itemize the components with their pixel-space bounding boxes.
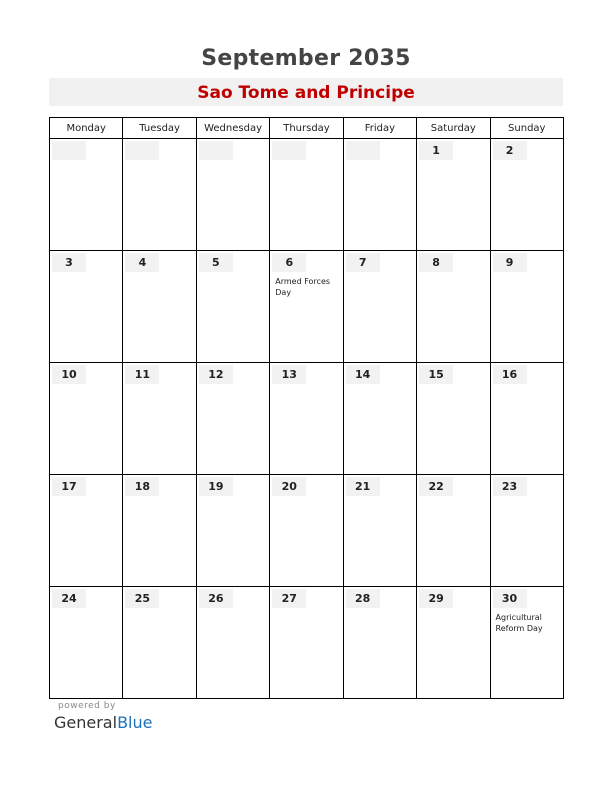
day-number: 18 (125, 477, 159, 496)
week-row (50, 475, 564, 587)
day-cell (196, 139, 269, 251)
day-number: 15 (419, 365, 453, 384)
day-number: 5 (199, 253, 233, 272)
day-number: 25 (125, 589, 159, 608)
day-cell (417, 363, 490, 475)
day-number: 4 (125, 253, 159, 272)
day-number: 30 (493, 589, 527, 608)
weekday-monday: Monday (50, 118, 123, 139)
day-number: 16 (493, 365, 527, 384)
day-number: 26 (199, 589, 233, 608)
day-cell (270, 475, 343, 587)
day-number: 6 (272, 253, 306, 272)
calendar-title: September 2035 (201, 46, 411, 71)
day-number: 22 (419, 477, 453, 496)
logo-blue: Blue (117, 713, 153, 732)
day-cell (123, 587, 196, 699)
day-cell (123, 475, 196, 587)
day-number: 7 (346, 253, 380, 272)
day-cell (196, 587, 269, 699)
day-number: 12 (199, 365, 233, 384)
day-number: 27 (272, 589, 306, 608)
week-row (50, 251, 564, 363)
weekday-tuesday: Tuesday (123, 118, 196, 139)
weekday-saturday: Saturday (417, 118, 490, 139)
day-number: 11 (125, 365, 159, 384)
holiday-label: Agricultural Reform Day (495, 613, 543, 633)
weekday-friday: Friday (343, 118, 416, 139)
day-cell (196, 251, 269, 363)
weekday-header-row (50, 118, 564, 139)
day-number: 10 (52, 365, 86, 384)
weekday-wednesday: Wednesday (196, 118, 269, 139)
week-row (50, 587, 564, 699)
day-number (272, 141, 306, 160)
day-number: 9 (493, 253, 527, 272)
day-cell (343, 363, 416, 475)
day-number: 8 (419, 253, 453, 272)
day-cell (343, 139, 416, 251)
day-number: 21 (346, 477, 380, 496)
day-cell (50, 363, 123, 475)
day-cell (490, 139, 563, 251)
day-cell (490, 475, 563, 587)
day-number: 14 (346, 365, 380, 384)
holiday-label: Armed Forces Day (275, 277, 331, 297)
day-cell (343, 251, 416, 363)
day-number: 3 (52, 253, 86, 272)
day-cell (490, 363, 563, 475)
day-number (125, 141, 159, 160)
day-number: 19 (199, 477, 233, 496)
day-number (199, 141, 233, 160)
day-cell (417, 475, 490, 587)
week-row (50, 363, 564, 475)
day-cell (270, 363, 343, 475)
day-number: 24 (52, 589, 86, 608)
day-cell (50, 139, 123, 251)
day-cell (196, 475, 269, 587)
day-cell (123, 139, 196, 251)
day-cell (270, 139, 343, 251)
day-cell (343, 475, 416, 587)
day-cell (50, 251, 123, 363)
day-cell (196, 363, 269, 475)
logo-general: General (54, 713, 118, 732)
day-number: 1 (419, 141, 453, 160)
day-number: 20 (272, 477, 306, 496)
day-cell (50, 587, 123, 699)
day-number (52, 141, 86, 160)
weekday-sunday: Sunday (490, 118, 563, 139)
day-cell (50, 475, 123, 587)
day-cell (417, 587, 490, 699)
day-cell (490, 587, 563, 699)
day-number: 28 (346, 589, 380, 608)
day-number: 23 (493, 477, 527, 496)
day-number (346, 141, 380, 160)
day-cell (270, 251, 343, 363)
day-cell (123, 363, 196, 475)
day-number: 13 (272, 365, 306, 384)
day-cell (123, 251, 196, 363)
day-number: 17 (52, 477, 86, 496)
powered-by-text: powered by (58, 701, 116, 711)
day-cell (417, 251, 490, 363)
weekday-thursday: Thursday (270, 118, 343, 139)
day-cell (270, 587, 343, 699)
day-number: 29 (419, 589, 453, 608)
day-cell (343, 587, 416, 699)
generalblue-logo[interactable] (54, 713, 152, 732)
calendar-grid (49, 117, 564, 699)
day-cell (490, 251, 563, 363)
country-name: Sao Tome and Principe (49, 78, 563, 106)
day-number: 2 (493, 141, 527, 160)
week-row (50, 139, 564, 251)
day-cell (417, 139, 490, 251)
